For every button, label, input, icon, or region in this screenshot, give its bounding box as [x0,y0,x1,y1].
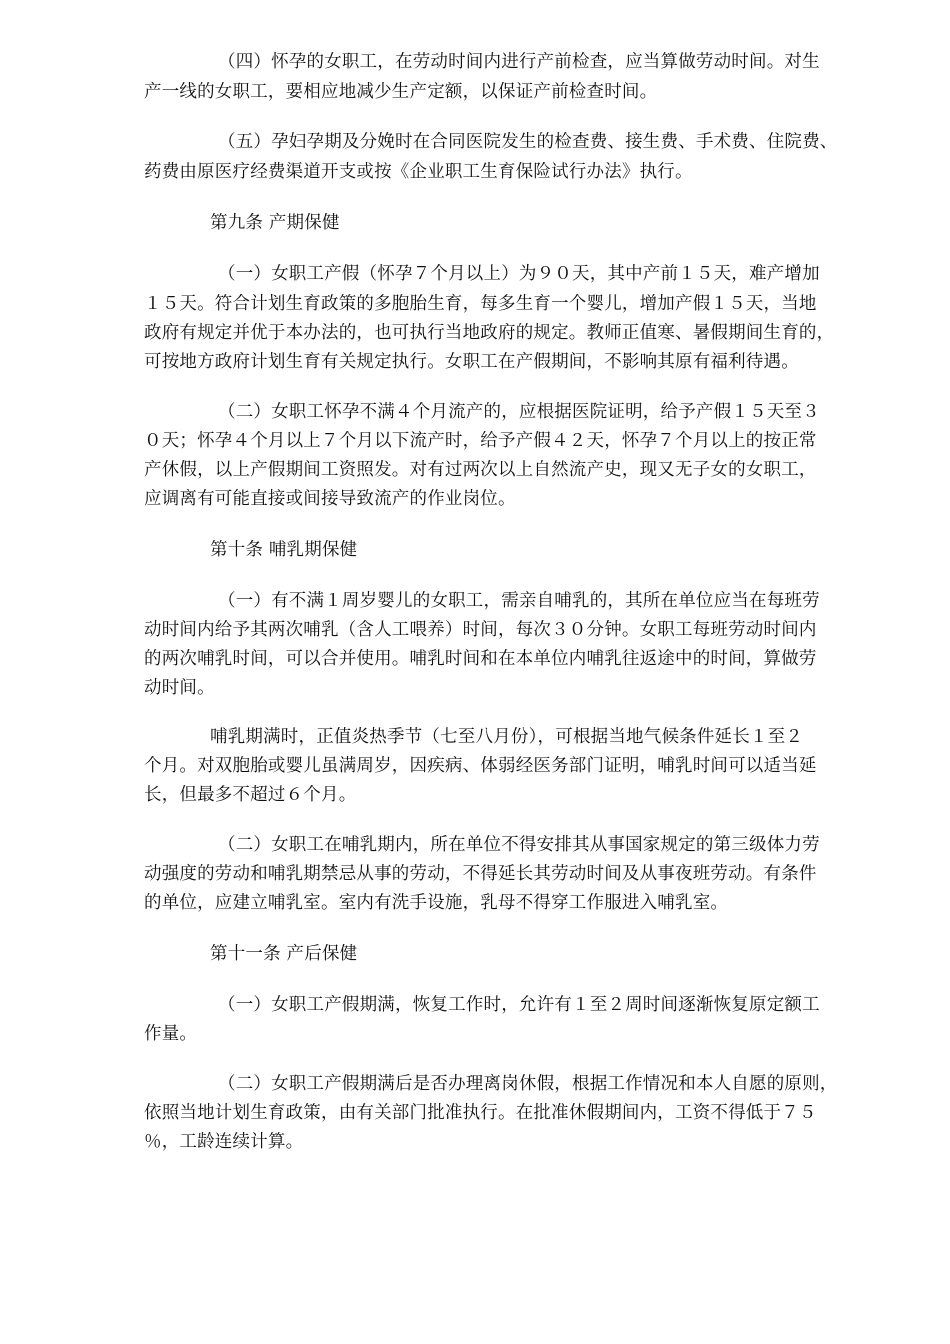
text-line: 个月。对双胞胎或婴儿虽满周岁，因疾病、体弱经医务部门证明，哺乳时间可以适当延 [144,756,817,776]
text-line: 产休假，以上产假期间工资照发。对有过两次以上自然流产史，现又无子女的女职工， [144,460,817,480]
text-line: 作量。 [144,1024,198,1044]
text-line: 政府有规定并优于本办法的，也可执行当地政府的规定。教师正值寒、暑假期间生育的， [144,323,835,343]
text-line: 药费由原医疗经费渠道开支或按《企业职工生育保险试行办法》执行。 [144,162,693,182]
section-heading: 第十一条 产后保健 [210,944,358,964]
text-line: 动时间内给予其两次哺乳（含人工喂养）时间，每次３０分钟。女职工每班劳动时间内 [144,620,817,640]
text-line: ０天；怀孕４个月以上７个月以下流产时，给予产假４２天，怀孕７个月以上的按正常 [144,431,817,451]
text-line: （四）怀孕的女职工，在劳动时间内进行产前检查，应当算做劳动时间。对生 [218,52,820,72]
text-line: （一）有不满１周岁婴儿的女职工，需亲自哺乳的，其所在单位应当在每班劳 [218,591,820,611]
text-line: ％，工龄连续计算。 [144,1132,304,1152]
text-line: （一）女职工产假期满，恢复工作时，允许有１至２周时间逐渐恢复原定额工 [218,995,820,1015]
text-line: 可按地方政府计划生育有关规定执行。女职工在产假期间，不影响其原有福利待遇。 [144,352,799,372]
text-line: （一）女职工产假（怀孕７个月以上）为９０天，其中产前１５天，难产增加 [218,264,820,284]
text-line: 产一线的女职工，要相应地减少生产定额，以保证产前检查时间。 [144,82,658,102]
text-line: 依照当地计划生育政策，由有关部门批准执行。在批准休假期间内，工资不得低于７５ [144,1103,817,1123]
text-line: （五）孕妇孕期及分娩时在合同医院发生的检查费、接生费、手术费、住院费、 [218,132,838,152]
text-line: １５天。符合计划生育政策的多胞胎生育，每多生育一个婴儿，增加产假１５天，当地 [144,294,817,314]
text-line: 动强度的劳动和哺乳期禁忌从事的劳动，不得延长其劳动时间及从事夜班劳动。有条件 [144,864,817,884]
text-line: （二）女职工在哺乳期内，所在单位不得安排其从事国家规定的第三级体力劳 [218,835,820,855]
section-heading: 第九条 产期保健 [210,213,340,233]
text-line: （二）女职工怀孕不满４个月流产的，应根据医院证明，给予产假１５天至３ [218,402,820,422]
text-line: （二）女职工产假期满后是否办理离岗休假，根据工作情况和本人自愿的原则， [218,1074,838,1094]
text-line: 动时间。 [144,678,215,698]
text-line: 长，但最多不超过６个月。 [144,785,357,805]
text-line: 哺乳期满时，正值炎热季节（七至八月份），可根据当地气候条件延长１至２ [210,727,804,747]
text-line: 应调离有可能直接或间接导致流产的作业岗位。 [144,489,516,509]
text-line: 的单位，应建立哺乳室。室内有洗手设施，乳母不得穿工作服进入哺乳室。 [144,893,729,913]
text-line: 的两次哺乳时间，可以合并使用。哺乳时间和在本单位内哺乳往返途中的时间，算做劳 [144,649,817,669]
section-heading: 第十条 哺乳期保健 [210,540,358,560]
